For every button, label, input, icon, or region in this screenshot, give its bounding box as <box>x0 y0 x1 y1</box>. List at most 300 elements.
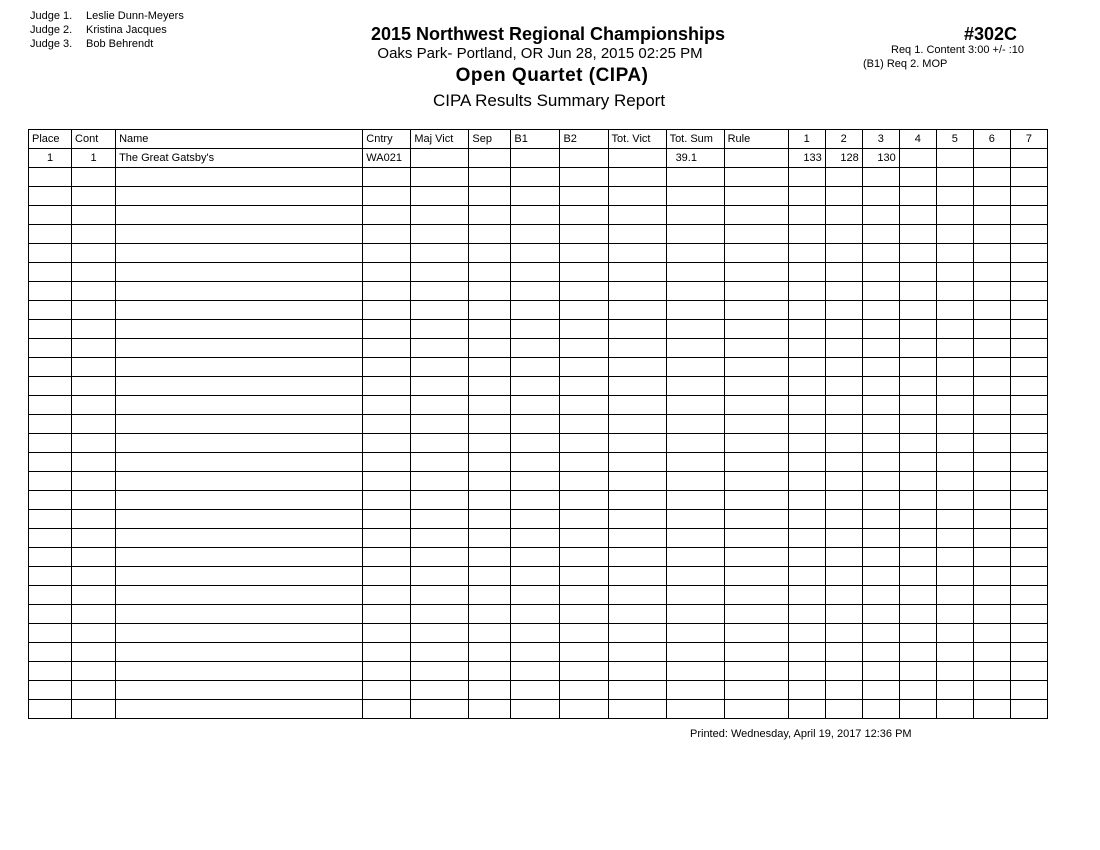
empty-cell <box>862 244 899 263</box>
empty-cell <box>788 567 825 586</box>
empty-cell <box>862 301 899 320</box>
table-row <box>29 149 1048 168</box>
empty-cell <box>411 434 469 453</box>
empty-cell <box>666 396 724 415</box>
empty-cell <box>724 491 788 510</box>
empty-cell <box>825 605 862 624</box>
col-header-cntry: Cntry <box>363 130 411 149</box>
empty-cell <box>666 320 724 339</box>
empty-cell <box>116 301 363 320</box>
empty-cell <box>511 168 560 187</box>
empty-cell <box>608 567 666 586</box>
empty-cell <box>29 605 72 624</box>
empty-cell <box>788 168 825 187</box>
empty-cell <box>560 320 608 339</box>
empty-table-row <box>29 434 1048 453</box>
empty-cell <box>560 244 608 263</box>
empty-cell <box>469 415 511 434</box>
empty-cell <box>973 662 1010 681</box>
empty-cell <box>411 263 469 282</box>
empty-cell <box>72 681 116 700</box>
empty-cell <box>411 586 469 605</box>
empty-cell <box>666 377 724 396</box>
empty-cell <box>973 529 1010 548</box>
empty-cell <box>608 700 666 719</box>
empty-cell <box>560 206 608 225</box>
empty-cell <box>608 263 666 282</box>
empty-cell <box>560 263 608 282</box>
cell-cntry: WA021 <box>363 149 411 168</box>
empty-cell <box>411 244 469 263</box>
empty-cell <box>411 339 469 358</box>
empty-cell <box>469 434 511 453</box>
empty-cell <box>936 434 973 453</box>
empty-cell <box>666 339 724 358</box>
empty-cell <box>724 453 788 472</box>
empty-cell <box>363 206 411 225</box>
empty-cell <box>116 491 363 510</box>
empty-cell <box>29 415 72 434</box>
empty-cell <box>788 206 825 225</box>
empty-cell <box>72 700 116 719</box>
empty-cell <box>899 282 936 301</box>
empty-cell <box>116 263 363 282</box>
empty-cell <box>973 586 1010 605</box>
empty-cell <box>1010 358 1047 377</box>
empty-cell <box>363 168 411 187</box>
empty-cell <box>666 244 724 263</box>
empty-cell <box>724 282 788 301</box>
empty-cell <box>29 187 72 206</box>
empty-cell <box>936 206 973 225</box>
cell-sep <box>469 149 511 168</box>
empty-cell <box>411 453 469 472</box>
empty-cell <box>825 320 862 339</box>
empty-cell <box>363 320 411 339</box>
empty-cell <box>666 453 724 472</box>
empty-cell <box>788 681 825 700</box>
empty-cell <box>1010 472 1047 491</box>
empty-cell <box>72 339 116 358</box>
empty-cell <box>788 529 825 548</box>
cell-b1 <box>511 149 560 168</box>
cell-name: The Great Gatsby's <box>116 149 363 168</box>
empty-cell <box>72 396 116 415</box>
empty-cell <box>666 681 724 700</box>
judge-label: Judge 1. <box>30 10 73 22</box>
col-header-judge-1: 1 <box>788 130 825 149</box>
empty-cell <box>511 586 560 605</box>
empty-cell <box>724 548 788 567</box>
empty-cell <box>72 529 116 548</box>
empty-cell <box>724 263 788 282</box>
empty-cell <box>29 548 72 567</box>
championship-title: 2015 Northwest Regional Championships <box>370 24 726 44</box>
empty-cell <box>72 453 116 472</box>
empty-cell <box>666 206 724 225</box>
empty-table-row <box>29 491 1048 510</box>
empty-cell <box>973 244 1010 263</box>
empty-cell <box>560 187 608 206</box>
empty-cell <box>511 244 560 263</box>
empty-cell <box>72 472 116 491</box>
judge-name: Leslie Dunn-Meyers <box>86 10 184 22</box>
empty-cell <box>29 396 72 415</box>
empty-table-row <box>29 168 1048 187</box>
empty-cell <box>560 624 608 643</box>
empty-cell <box>511 548 560 567</box>
empty-cell <box>116 396 363 415</box>
empty-cell <box>469 301 511 320</box>
empty-cell <box>29 491 72 510</box>
empty-cell <box>788 187 825 206</box>
empty-cell <box>560 282 608 301</box>
empty-cell <box>29 453 72 472</box>
empty-cell <box>1010 605 1047 624</box>
empty-cell <box>899 643 936 662</box>
empty-cell <box>560 301 608 320</box>
empty-cell <box>363 586 411 605</box>
empty-cell <box>116 320 363 339</box>
empty-cell <box>29 700 72 719</box>
empty-cell <box>788 453 825 472</box>
empty-cell <box>363 415 411 434</box>
empty-cell <box>825 681 862 700</box>
col-header-judge-6: 6 <box>973 130 1010 149</box>
empty-cell <box>825 301 862 320</box>
empty-cell <box>116 586 363 605</box>
event-title: Open Quartet (CIPA) <box>455 65 649 86</box>
empty-cell <box>936 700 973 719</box>
results-table <box>28 129 1048 719</box>
empty-cell <box>363 529 411 548</box>
col-header-judge-2: 2 <box>825 130 862 149</box>
empty-cell <box>72 624 116 643</box>
empty-cell <box>788 415 825 434</box>
empty-cell <box>411 396 469 415</box>
empty-cell <box>936 662 973 681</box>
empty-cell <box>363 396 411 415</box>
empty-table-row <box>29 263 1048 282</box>
empty-cell <box>862 263 899 282</box>
empty-cell <box>608 187 666 206</box>
empty-cell <box>666 567 724 586</box>
empty-cell <box>29 510 72 529</box>
empty-cell <box>666 643 724 662</box>
empty-cell <box>825 472 862 491</box>
empty-cell <box>560 415 608 434</box>
empty-cell <box>825 510 862 529</box>
empty-cell <box>825 263 862 282</box>
empty-cell <box>788 301 825 320</box>
cell-b2 <box>560 149 608 168</box>
empty-cell <box>608 586 666 605</box>
empty-cell <box>29 377 72 396</box>
empty-cell <box>560 529 608 548</box>
empty-cell <box>608 339 666 358</box>
judge-1 <box>30 9 184 23</box>
empty-cell <box>560 700 608 719</box>
table-header-row <box>29 130 1048 149</box>
empty-cell <box>825 529 862 548</box>
col-header-b1: B1 <box>511 130 560 149</box>
empty-cell <box>560 358 608 377</box>
empty-cell <box>788 434 825 453</box>
empty-cell <box>560 567 608 586</box>
empty-cell <box>899 453 936 472</box>
empty-cell <box>411 168 469 187</box>
empty-cell <box>973 396 1010 415</box>
empty-cell <box>724 206 788 225</box>
empty-cell <box>666 624 724 643</box>
empty-cell <box>363 434 411 453</box>
empty-cell <box>666 472 724 491</box>
empty-cell <box>560 510 608 529</box>
empty-cell <box>862 567 899 586</box>
empty-table-row <box>29 377 1048 396</box>
empty-cell <box>116 358 363 377</box>
empty-cell <box>1010 377 1047 396</box>
empty-cell <box>72 301 116 320</box>
empty-cell <box>936 187 973 206</box>
empty-cell <box>72 168 116 187</box>
empty-cell <box>973 339 1010 358</box>
empty-cell <box>1010 301 1047 320</box>
empty-cell <box>1010 567 1047 586</box>
empty-cell <box>666 662 724 681</box>
empty-cell <box>973 434 1010 453</box>
empty-cell <box>363 491 411 510</box>
empty-cell <box>72 358 116 377</box>
empty-cell <box>724 472 788 491</box>
empty-cell <box>862 681 899 700</box>
empty-cell <box>411 567 469 586</box>
empty-cell <box>899 225 936 244</box>
judge-name: Kristina Jacques <box>86 24 167 36</box>
empty-cell <box>724 434 788 453</box>
empty-cell <box>29 643 72 662</box>
empty-cell <box>1010 282 1047 301</box>
empty-table-row <box>29 187 1048 206</box>
empty-cell <box>363 605 411 624</box>
empty-cell <box>29 358 72 377</box>
col-header-b2: B2 <box>560 130 608 149</box>
empty-cell <box>608 605 666 624</box>
empty-cell <box>862 453 899 472</box>
empty-cell <box>936 681 973 700</box>
empty-cell <box>469 662 511 681</box>
empty-cell <box>862 624 899 643</box>
empty-cell <box>363 472 411 491</box>
empty-cell <box>862 377 899 396</box>
empty-cell <box>72 263 116 282</box>
empty-cell <box>469 624 511 643</box>
empty-cell <box>936 529 973 548</box>
empty-cell <box>724 700 788 719</box>
empty-cell <box>899 358 936 377</box>
empty-cell <box>825 453 862 472</box>
empty-cell <box>788 586 825 605</box>
empty-cell <box>666 586 724 605</box>
empty-cell <box>116 643 363 662</box>
empty-cell <box>116 187 363 206</box>
empty-cell <box>469 206 511 225</box>
empty-cell <box>411 548 469 567</box>
empty-cell <box>469 244 511 263</box>
empty-cell <box>666 282 724 301</box>
cell-judge-6 <box>973 149 1010 168</box>
empty-cell <box>899 377 936 396</box>
empty-cell <box>788 510 825 529</box>
empty-cell <box>936 605 973 624</box>
empty-cell <box>469 548 511 567</box>
empty-table-row <box>29 624 1048 643</box>
empty-cell <box>560 662 608 681</box>
empty-cell <box>29 320 72 339</box>
empty-cell <box>724 605 788 624</box>
empty-cell <box>862 339 899 358</box>
empty-cell <box>411 415 469 434</box>
cell-judge-4 <box>899 149 936 168</box>
empty-cell <box>72 320 116 339</box>
empty-cell <box>560 491 608 510</box>
empty-cell <box>511 282 560 301</box>
empty-cell <box>608 548 666 567</box>
empty-table-row <box>29 320 1048 339</box>
empty-cell <box>825 225 862 244</box>
empty-cell <box>72 567 116 586</box>
empty-cell <box>666 263 724 282</box>
empty-cell <box>973 377 1010 396</box>
empty-cell <box>724 168 788 187</box>
empty-cell <box>363 548 411 567</box>
empty-cell <box>788 624 825 643</box>
empty-cell <box>511 624 560 643</box>
empty-cell <box>899 434 936 453</box>
col-header-tot-vict: Tot. Vict <box>608 130 666 149</box>
empty-cell <box>825 377 862 396</box>
empty-cell <box>899 567 936 586</box>
empty-table-row <box>29 396 1048 415</box>
empty-cell <box>862 510 899 529</box>
empty-cell <box>899 700 936 719</box>
empty-cell <box>608 377 666 396</box>
empty-cell <box>363 700 411 719</box>
empty-cell <box>363 244 411 263</box>
empty-cell <box>411 605 469 624</box>
empty-cell <box>363 263 411 282</box>
empty-cell <box>899 681 936 700</box>
empty-cell <box>29 662 72 681</box>
empty-cell <box>411 662 469 681</box>
empty-cell <box>116 244 363 263</box>
empty-cell <box>608 510 666 529</box>
empty-cell <box>973 320 1010 339</box>
empty-cell <box>72 605 116 624</box>
empty-cell <box>608 415 666 434</box>
empty-cell <box>72 491 116 510</box>
empty-cell <box>973 700 1010 719</box>
empty-cell <box>116 434 363 453</box>
cell-maj-vict <box>411 149 469 168</box>
empty-cell <box>724 339 788 358</box>
empty-cell <box>862 168 899 187</box>
empty-cell <box>899 244 936 263</box>
empty-cell <box>936 643 973 662</box>
empty-cell <box>936 396 973 415</box>
empty-cell <box>788 339 825 358</box>
col-header-judge-5: 5 <box>936 130 973 149</box>
empty-cell <box>469 168 511 187</box>
empty-cell <box>899 206 936 225</box>
empty-cell <box>72 415 116 434</box>
col-header-maj-vict: Maj Vict <box>411 130 469 149</box>
empty-cell <box>788 491 825 510</box>
empty-cell <box>511 643 560 662</box>
empty-cell <box>411 510 469 529</box>
empty-cell <box>511 187 560 206</box>
empty-cell <box>973 187 1010 206</box>
empty-cell <box>469 187 511 206</box>
empty-cell <box>411 377 469 396</box>
col-header-judge-3: 3 <box>862 130 899 149</box>
empty-cell <box>116 225 363 244</box>
empty-cell <box>899 586 936 605</box>
empty-table-row <box>29 206 1048 225</box>
empty-cell <box>511 358 560 377</box>
empty-table-row <box>29 339 1048 358</box>
col-header-cont: Cont <box>72 130 116 149</box>
empty-cell <box>29 586 72 605</box>
empty-cell <box>1010 491 1047 510</box>
empty-cell <box>116 377 363 396</box>
empty-cell <box>560 586 608 605</box>
empty-cell <box>899 339 936 358</box>
judge-name: Bob Behrendt <box>86 38 154 50</box>
empty-cell <box>973 453 1010 472</box>
empty-cell <box>469 225 511 244</box>
empty-cell <box>116 510 363 529</box>
empty-cell <box>363 339 411 358</box>
empty-cell <box>411 206 469 225</box>
empty-cell <box>788 548 825 567</box>
col-header-tot-sum: Tot. Sum <box>666 130 724 149</box>
empty-cell <box>1010 681 1047 700</box>
empty-cell <box>29 244 72 263</box>
empty-cell <box>899 529 936 548</box>
empty-cell <box>469 396 511 415</box>
empty-cell <box>825 168 862 187</box>
empty-cell <box>469 681 511 700</box>
empty-cell <box>469 320 511 339</box>
empty-cell <box>899 415 936 434</box>
empty-cell <box>608 282 666 301</box>
col-header-sep: Sep <box>469 130 511 149</box>
empty-cell <box>511 263 560 282</box>
empty-cell <box>1010 662 1047 681</box>
empty-cell <box>899 168 936 187</box>
empty-cell <box>825 396 862 415</box>
empty-cell <box>511 206 560 225</box>
empty-cell <box>116 700 363 719</box>
empty-cell <box>936 491 973 510</box>
empty-cell <box>469 358 511 377</box>
empty-cell <box>825 339 862 358</box>
col-header-place: Place <box>29 130 72 149</box>
empty-cell <box>936 282 973 301</box>
empty-cell <box>29 529 72 548</box>
event-number: #302C <box>964 24 1018 44</box>
